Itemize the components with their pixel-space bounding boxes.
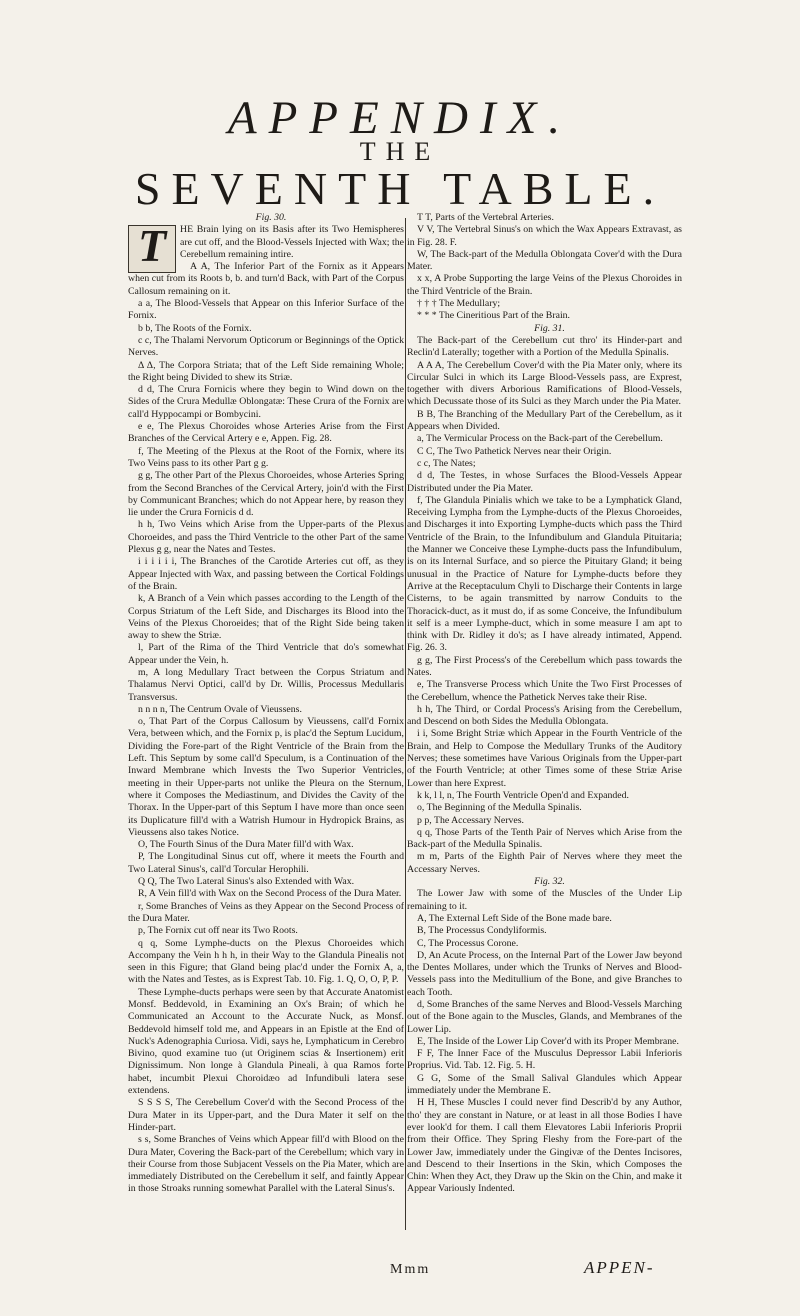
paragraph: The Lower Jaw with some of the Muscles of the Under Lip remaining to it. — [407, 888, 682, 912]
paragraph: F F, The Inner Face of the Musculus Depressor Labii Inferioris Proprius. Vid. Tab. 12. Fig. 5. H. — [407, 1048, 682, 1072]
paragraph: E, The Inside of the Lower Lip Cover'd with its Proper Membrane. — [417, 1035, 679, 1047]
paragraph: g g, The other Part of the Plexus Choroeides, whose Arteries Spring from the Second Branches of the Cervical Artery, join'd with the First by Communicant Branches; which do not Appear here, by reason they lie under the Crura Fornicis d d. — [128, 470, 404, 519]
column-rule — [405, 218, 406, 1230]
paragraph: e, The Transverse Process which Unite the Two First Processes of the Cerebellum, whence the Pathetick Nerves take their Rise. — [407, 679, 682, 703]
paragraph: O, The Fourth Sinus of the Dura Mater fill'd with Wax. — [138, 839, 354, 851]
paragraph: a, The Vermicular Process on the Back-part of the Cerebellum. — [417, 433, 663, 445]
paragraph: These Lymphe-ducts perhaps were seen by that Accurate Anatomist Monsf. Beddevold, in Examining an Ox's Brain; of which he Communicated an Account to the Accurate Nuck, as Monsf. Beddevold himself told me, and Appears in an Epistle at the End of Nuck's Adenographia Curiosa. Vidi, says he, Lymphaticum in Cerebro Bivino, quod examine tuo (ut Originem scias & Insertionem) erit Dignissimum. Non longe à Glandula Pineali, à qua Ramos forte habet, incumbit Plexui Choroidæo ad Infundibuli latera sese extendens. — [128, 986, 404, 1097]
heading-appendix: APPENDIX. — [227, 92, 573, 144]
paragraph: C C, The Two Pathetick Nerves near their Origin. — [417, 445, 612, 457]
fig-label: Fig. 32. — [534, 876, 565, 888]
dropcap: T — [128, 225, 176, 273]
fig-label: Fig. 30. — [255, 212, 287, 223]
paragraph: o, That Part of the Corpus Callosum by Vieussens, call'd Fornix Vera, between which, and the Fornix p, is plac'd the Septum Lucidum, Dividing the Fore-part of the Right Ventricle of the Brain from the Left. This Septum by some call'd Speculum, is a Continuation of the Inward Membrane which Invests the Two Superior Ventricles, meeting in their Upper-parts not unlike the Pleura on the Sternum, where it Composes the Mediastinum, and Divides the Cavity of the Thorax. In the Upper-part of this Septum I have more than once seen its Duplicature fill'd with a Watrish Humour in Hydropick Brains, as Vieussens also takes Notice. — [128, 716, 404, 838]
paragraph: l, Part of the Rima of the Third Ventricle that do's somewhat Appear under the Vein, h. — [128, 642, 404, 666]
paragraph: A A A, The Cerebellum Cover'd with the Pia Mater only, where its Circular Sulci in which its Large Blood-Vessels pass, are Exprest, together with divers Arborious Ramifications of Blood-Vessels, which Decussate those of its Sulci as they March under the Pia Mater. — [407, 359, 682, 408]
paragraph: Δ Δ, The Corpora Striata; that of the Left Side remaining Whole; the Right being Divided to shew its Striæ. — [128, 359, 404, 383]
paragraph: A, The External Left Side of the Bone made bare. — [417, 912, 612, 924]
paragraph: b b, The Roots of the Fornix. — [138, 322, 252, 334]
paragraph: T T, Parts of the Vertebral Arteries. — [417, 212, 554, 223]
paragraph-text: HE Brain lying on its Basis after its Two Hemispheres are cut off, and the Blood-Vessels Injected with Wax; the Cerebellum remaining intire. — [180, 224, 404, 260]
paragraph: G G, Some of the Small Salival Glandules which Appear immediately under the Membrane E. — [407, 1072, 682, 1097]
paragraph: i i i i i i, The Branches of the Carotide Arteries cut off, as they Appear Injected with Wax, and passing between the Cortical Foldings of the Brain. — [128, 556, 404, 592]
catchword: APPEN- — [584, 1258, 655, 1277]
paragraph: r, Some Branches of Veins as they Appear on the Second Process of the Dura Mater. — [128, 900, 404, 924]
paragraph: x x, A Probe Supporting the large Veins of the Plexus Choroides in the Third Ventricle of the Brain. — [407, 273, 682, 297]
paragraph: e e, The Plexus Choroides whose Arteries Arise from the First Branches of the Cervical Artery e e, Appen. Fig. 28. — [128, 421, 404, 445]
paragraph: m m, Parts of the Eighth Pair of Nerves where they meet the Accessary Nerves. — [407, 851, 682, 875]
heading-the: THE — [359, 137, 441, 166]
paragraph: s s, Some Branches of Veins which Appear fill'd with Blood on the Dura Mater, Covering the Back-part of the Cerebellum; which vary in their Course from those Subjacent Vessels on the Pia Mater, which are immediately Distributed on the Cerebellum it self, and faintly Appear in those Stroaks running somewhat Parallel with the Lateral Sinus's. — [128, 1134, 404, 1195]
paragraph: f, The Meeting of the Plexus at the Root of the Fornix, where its Two Veins pass to its other Part g g. — [128, 445, 404, 469]
paragraph: f, The Glandula Pinialis which we take to be a Lymphatick Gland, Receiving Lympha from the Lymphe-ducts of the Plexus Choroeides, and Discharges it into Exporting Lymphe-ducts which pass the Third Ventricle of the Brain, to the Infundibulum and Glandula Pituitaria; the Manner we Conceive these Lymphe-ducts pass the Infundibulum, is on its Internal Surface, and so pierce the Pituitary Gland; it being unusual in the Practice of Nature for Lymphe-ducts before they Arrive at the Receptaculum Chyli to Discharge their Contents in large Cisterns, to be again transmitted by narrow Conduits to the Thoracick-duct, as it must do, if as some Conceive, the Infundibulum it self is a meer Lymphe-duct, which in some measure I am apt to think with Dr. Ridley it do's; as I have already intimated, Append. Fig. 26. 3. — [407, 494, 682, 654]
paragraph: i i, Some Bright Striæ which Appear in the Fourth Ventricle of the Brain, and Help to Compose the Medullary Trunks of the Auditory Nerves; these sometimes have Various Originals from the Upper-part of the Fourth Ventricle; at other Times some of these Striæ Arise Lower than here Exprest. — [407, 728, 682, 789]
paragraph: R, A Vein fill'd with Wax on the Second Process of the Dura Mater. — [138, 888, 402, 900]
paragraph: V V, The Vertebral Sinus's on which the Wax Appears Extravast, as in Fig. 28. F. — [407, 224, 682, 248]
paragraph: q q, Those Parts of the Tenth Pair of Nerves which Arise from the Back-part of the Medulla Spinalis. — [407, 826, 682, 851]
signature-mark: Mmm — [390, 1262, 431, 1277]
paragraph: The Back-part of the Cerebellum cut thro' its Hinder-part and Reclin'd Laterally; together with a Portion of the Medulla Spinalis. — [407, 334, 682, 359]
paragraph: Q Q, The Two Lateral Sinus's also Extended with Wax. — [138, 876, 355, 888]
paragraph: P, The Longitudinal Sinus cut off, where it meets the Fourth and Two Lateral Sinus's, call'd Torcular Herophili. — [128, 851, 404, 875]
paragraph: D, An Acute Process, on the Internal Part of the Lower Jaw beyond the Dentes Mollares, under which the Trunks of Nerves and Blood-Vessels pass into the Meditullium of the Bone, and give Branches to each Tooth. — [407, 949, 682, 998]
paragraph — [128, 220, 404, 272]
heading-seventh-table: SEVENTH TABLE. — [134, 163, 666, 214]
paragraph: m, A long Medullary Tract between the Corpus Striatum and Thalamus Nervi Optici, call'd by Dr. Willis, Processus Medullaris Transversus. — [128, 666, 404, 703]
right-column — [407, 212, 682, 1242]
left-column — [128, 212, 404, 1232]
paragraph: n n n n, The Centrum Ovale of Vieussens. — [138, 703, 302, 715]
paragraph: C, The Processus Corone. — [417, 937, 519, 949]
paragraph: B B, The Branching of the Medullary Part of the Cerebellum, as it Appears when Divided. — [407, 408, 682, 433]
fig-label: Fig. 31. — [534, 322, 565, 334]
paragraph: h h, Two Veins which Arise from the Upper-parts of the Plexus Choroeides, and pass the Third Ventricle to the other Part of the same Plexus g g, near the Nates and Testes. — [128, 519, 404, 556]
paragraph: c c, The Nates; — [417, 457, 476, 469]
paragraph: h h, The Third, or Cordal Process's Arising from the Cerebellum, and Descend on both Sides the Medulla Oblongata. — [407, 703, 682, 728]
paragraph: A A, The Inferior Part of the Fornix as it Appears when cut from its Roots b, b. and turn'd Back, with Part of the Corpus Callosum remaining on it. — [128, 261, 404, 297]
paragraph: o, The Beginning of the Medulla Spinalis. — [417, 802, 582, 814]
paragraph: q q, Some Lymphe-ducts on the Plexus Choroeides which Accompany the Vein h h h, in their Way to the Glandula Pinealis not seen in this Figure; that Gland being plac'd under the Fornix A, a, with the Nates and Testes, as is Exprest Tab. 10. Fig. 1. Q, O, O, P, P. — [128, 937, 404, 986]
paragraph: S S S S, The Cerebellum Cover'd with the Second Process of the Dura Mater in its Upper-part, and the Dura Mater it self on the Hinder-part. — [128, 1097, 404, 1133]
paragraph: k k, l l, n, The Fourth Ventricle Open'd and Expanded. — [417, 789, 629, 801]
paragraph: d d, The Testes, in whose Surfaces the Blood-Vessels Appear Distributed under the Pia Mater. — [407, 470, 682, 494]
paragraph: g g, The First Process's of the Cerebellum which pass towards the Nates. — [407, 654, 682, 678]
paragraph: a a, The Blood-Vessels that Appear on this Inferior Surface of the Fornix. — [128, 298, 404, 322]
paragraph: H H, These Muscles I could never find Describ'd by any Author, tho' they are constant in Nature, or at least in all those Bodies I have ever look'd for them. I call them Elevatores Labii Inferioris Proprii from their Office. They Spring Fleshy from the Fore-part of the Lower Jaw, immediately under the Gingivæ of the Dentes Incisores, and Descend to their Insertions in the Skin, which Composes the Chin: When they Act, they Draw up the Skin on the Chin, and make it Appear Variously Indented. — [407, 1097, 682, 1195]
paragraph: k, A Branch of a Vein which passes according to the Length of the Corpus Striatum of the Left Side, and Discharges its Blood into the Veins of the Plexus Choroeides; that of the Right Side being taken away to shew the Striæ. — [128, 593, 404, 642]
paragraph: p, The Fornix cut off near its Two Roots. — [138, 925, 298, 937]
paragraph: † † † The Medullary; — [417, 298, 501, 310]
paragraph: c c, The Thalami Nervorum Opticorum or Beginnings of the Optick Nerves. — [128, 334, 404, 359]
paragraph: B, The Processus Condyliformis. — [417, 925, 547, 937]
paragraph: d d, The Crura Fornicis where they begin to Wind down on the Sides of the Crura Medullæ Oblongatæ: These Crura of the Fornix are call'd Hyppocampi or Bombycini. — [128, 384, 404, 420]
paragraph: W, The Back-part of the Medulla Oblongata Cover'd with the Dura Mater. — [407, 248, 682, 273]
paragraph: p p, The Accessary Nerves. — [417, 814, 525, 826]
paragraph: * * * The Cineritious Part of the Brain. — [417, 310, 571, 322]
paragraph: d, Some Branches of the same Nerves and Blood-Vessels Marching out of the Bone again to the Muscles, Glands, and Membranes of the Lower Lip. — [407, 999, 682, 1035]
